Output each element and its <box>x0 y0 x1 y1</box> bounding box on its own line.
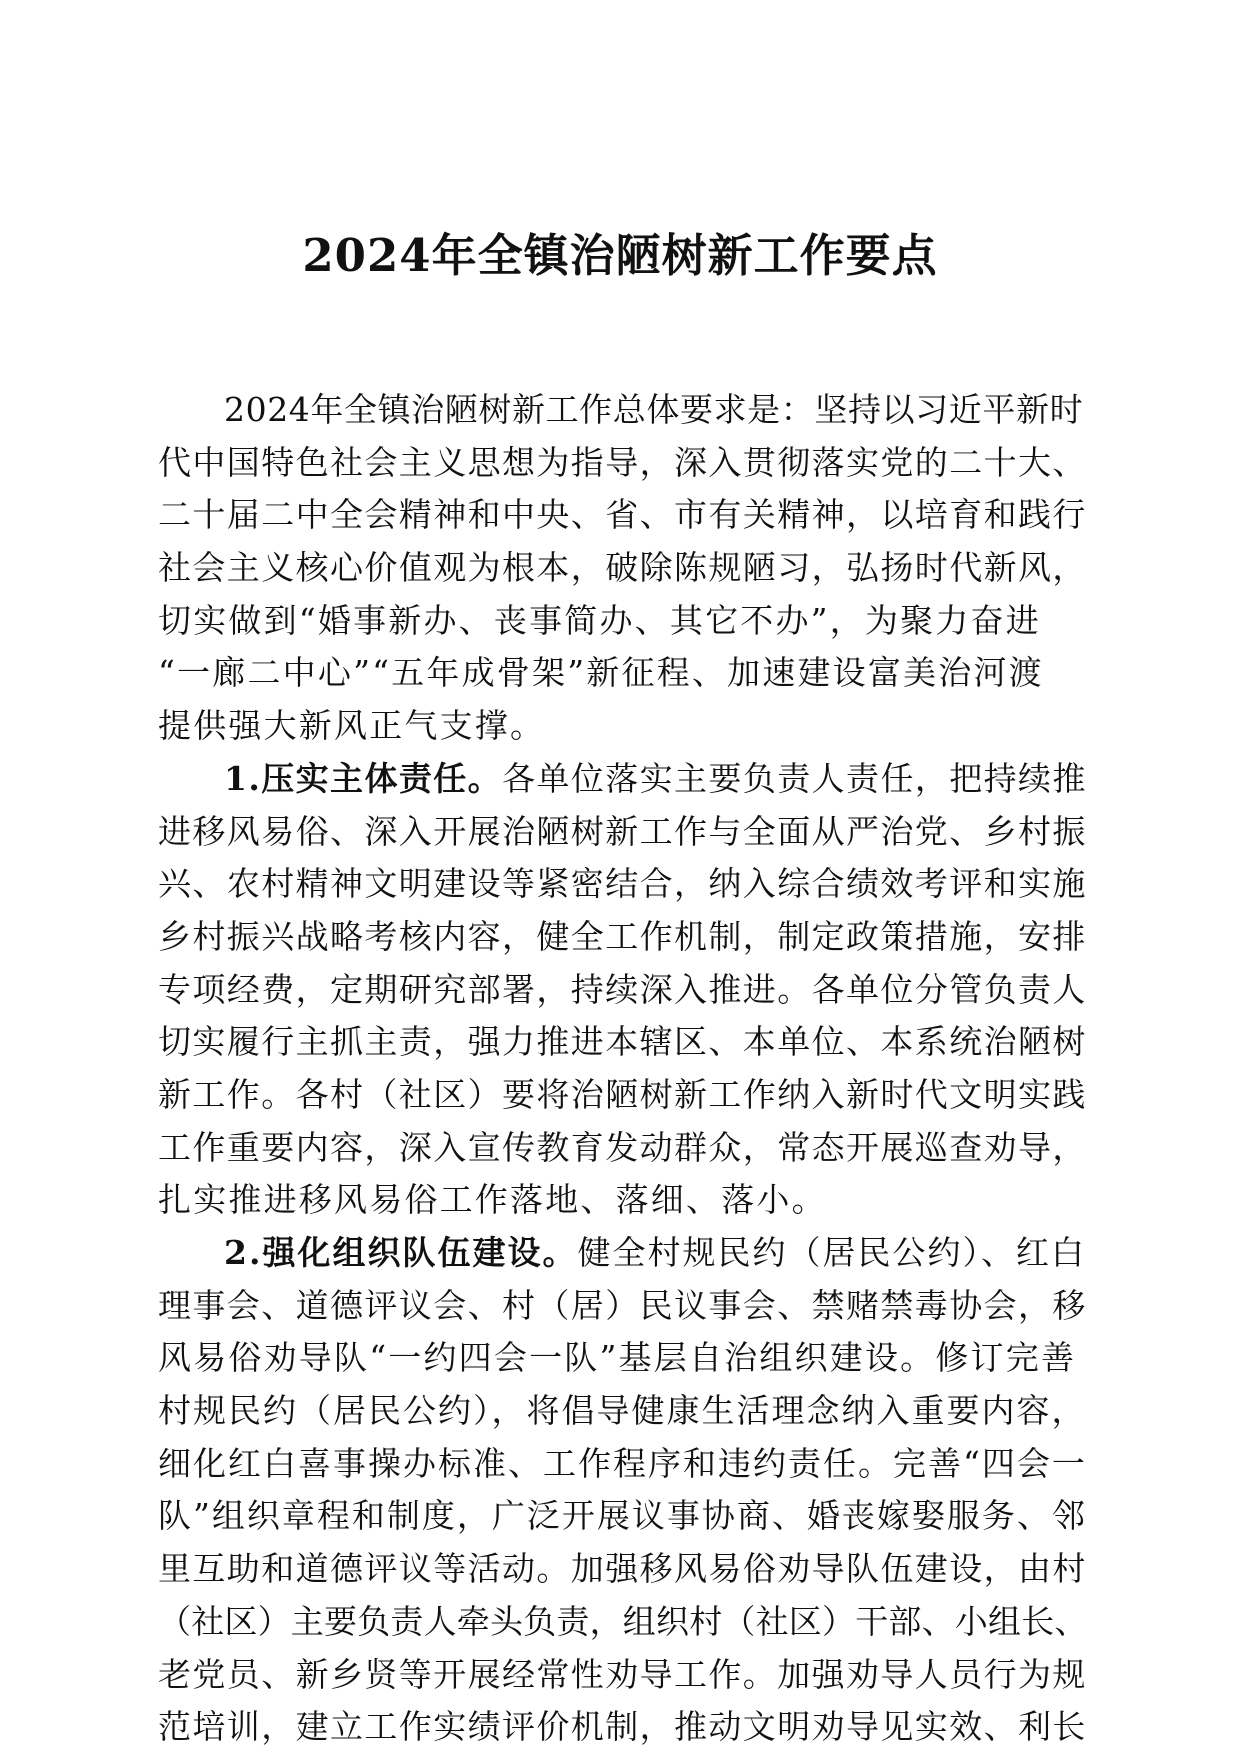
paragraph-line <box>158 647 1088 700</box>
document-title: 2024年全镇治陋树新工作要点 <box>302 229 938 282</box>
paragraph-line <box>158 700 1088 753</box>
paragraph-line <box>158 384 1088 437</box>
paragraph-line <box>158 1649 1088 1702</box>
line-text: 范培训，建立工作实绩评价机制，推动文明劝导见实效、利长 <box>158 1707 1087 1747</box>
paragraph-line <box>158 542 1088 595</box>
line-text: 里互助和道德评议等活动。加强移风易俗劝导队伍建设，由村 <box>158 1549 1087 1589</box>
line-text: 各单位落实主要负责人责任，把持续推 <box>502 758 1087 798</box>
line-text: 切实履行主抓主责，强力推进本辖区、本单位、本系统治陋树 <box>158 1022 1087 1062</box>
paragraph-line <box>158 911 1088 964</box>
paragraph-line <box>158 1596 1088 1649</box>
line-text: 切实做到“婚事新办、丧事简办、其它不办”，为聚力奋进 <box>158 600 1041 640</box>
section-heading-line <box>158 753 1088 806</box>
paragraph-line <box>158 1490 1088 1543</box>
line-text: （社区）主要负责人牵头负责，组织村（社区）干部、小组长、 <box>158 1601 1088 1641</box>
line-text: 扎实推进移风易俗工作落地、落细、落小。 <box>158 1180 827 1220</box>
paragraph-line <box>158 437 1088 490</box>
paragraph-line <box>158 1332 1088 1385</box>
paragraph-line <box>158 1174 1088 1227</box>
line-text: 理事会、道德评议会、村（居）民议事会、禁赌禁毒协会，移 <box>158 1285 1087 1325</box>
paragraph-line <box>158 595 1088 648</box>
line-text: 村规民约（居民公约），将倡导健康生活理念纳入重要内容， <box>158 1391 1087 1431</box>
line-text: 代中国特色社会主义思想为指导，深入贯彻落实党的二十大、 <box>158 442 1087 482</box>
paragraph-line <box>158 1438 1088 1491</box>
line-text: 二十届二中全会精神和中央、省、市有关精神，以培育和践行 <box>158 495 1087 535</box>
line-text: 健全村规民约（居民公约）、红白 <box>577 1233 1086 1272</box>
line-text: 新工作。各村（社区）要将治陋树新工作纳入新时代文明实践 <box>158 1074 1087 1114</box>
line-text: 乡村振兴战略考核内容，健全工作机制，制定政策措施，安排 <box>158 916 1087 956</box>
line-text: “一廊二中心”“五年成骨架”新征程、加速建设富美治河渡 <box>158 653 1044 693</box>
line-text: 兴、农村精神文明建设等紧密结合，纳入综合绩效考评和实施 <box>158 864 1087 904</box>
paragraph-line <box>158 489 1088 542</box>
paragraph-line <box>158 1543 1088 1596</box>
paragraph-line <box>158 1385 1088 1438</box>
line-text: 2024年全镇治陋树新工作总体要求是：坚持以习近平新时 <box>224 390 1084 429</box>
line-text: 队”组织章程和制度，广泛开展议事协商、婚丧嫁娶服务、邻 <box>158 1496 1087 1536</box>
section-heading: 1.压实主体责任。 <box>224 758 503 798</box>
document-body <box>158 384 1088 1754</box>
paragraph-line <box>158 1069 1088 1122</box>
line-text: 工作重要内容，深入宣传教育发动群众，常态开展巡查劝导， <box>158 1127 1087 1167</box>
line-text: 细化红白喜事操办标准、工作程序和违约责任。完善“四会一 <box>158 1443 1087 1483</box>
line-text: 进移风易俗、深入开展治陋树新工作与全面从严治党、乡村振 <box>158 811 1087 851</box>
line-text: 社会主义核心价值观为根本，破除陈规陋习，弘扬时代新风， <box>158 548 1087 588</box>
paragraph-line <box>158 1016 1088 1069</box>
paragraph-line <box>158 806 1088 859</box>
line-text: 老党员、新乡贤等开展经常性劝导工作。加强劝导人员行为规 <box>158 1654 1087 1694</box>
line-text: 专项经费，定期研究部署，持续深入推进。各单位分管负责人 <box>158 969 1087 1009</box>
line-text: 提供强大新风正气支撑。 <box>158 706 546 746</box>
section-heading: 2.强化组织队伍建设。 <box>224 1233 578 1272</box>
paragraph-line <box>158 1280 1088 1333</box>
paragraph-line <box>158 1122 1088 1175</box>
line-text: 风易俗劝导队“一约四会一队”基层自治组织建设。修订完善 <box>158 1338 1077 1378</box>
paragraph-line <box>158 964 1088 1017</box>
paragraph-line <box>158 1701 1088 1754</box>
paragraph-line <box>158 858 1088 911</box>
section-heading-line <box>158 1227 1088 1280</box>
